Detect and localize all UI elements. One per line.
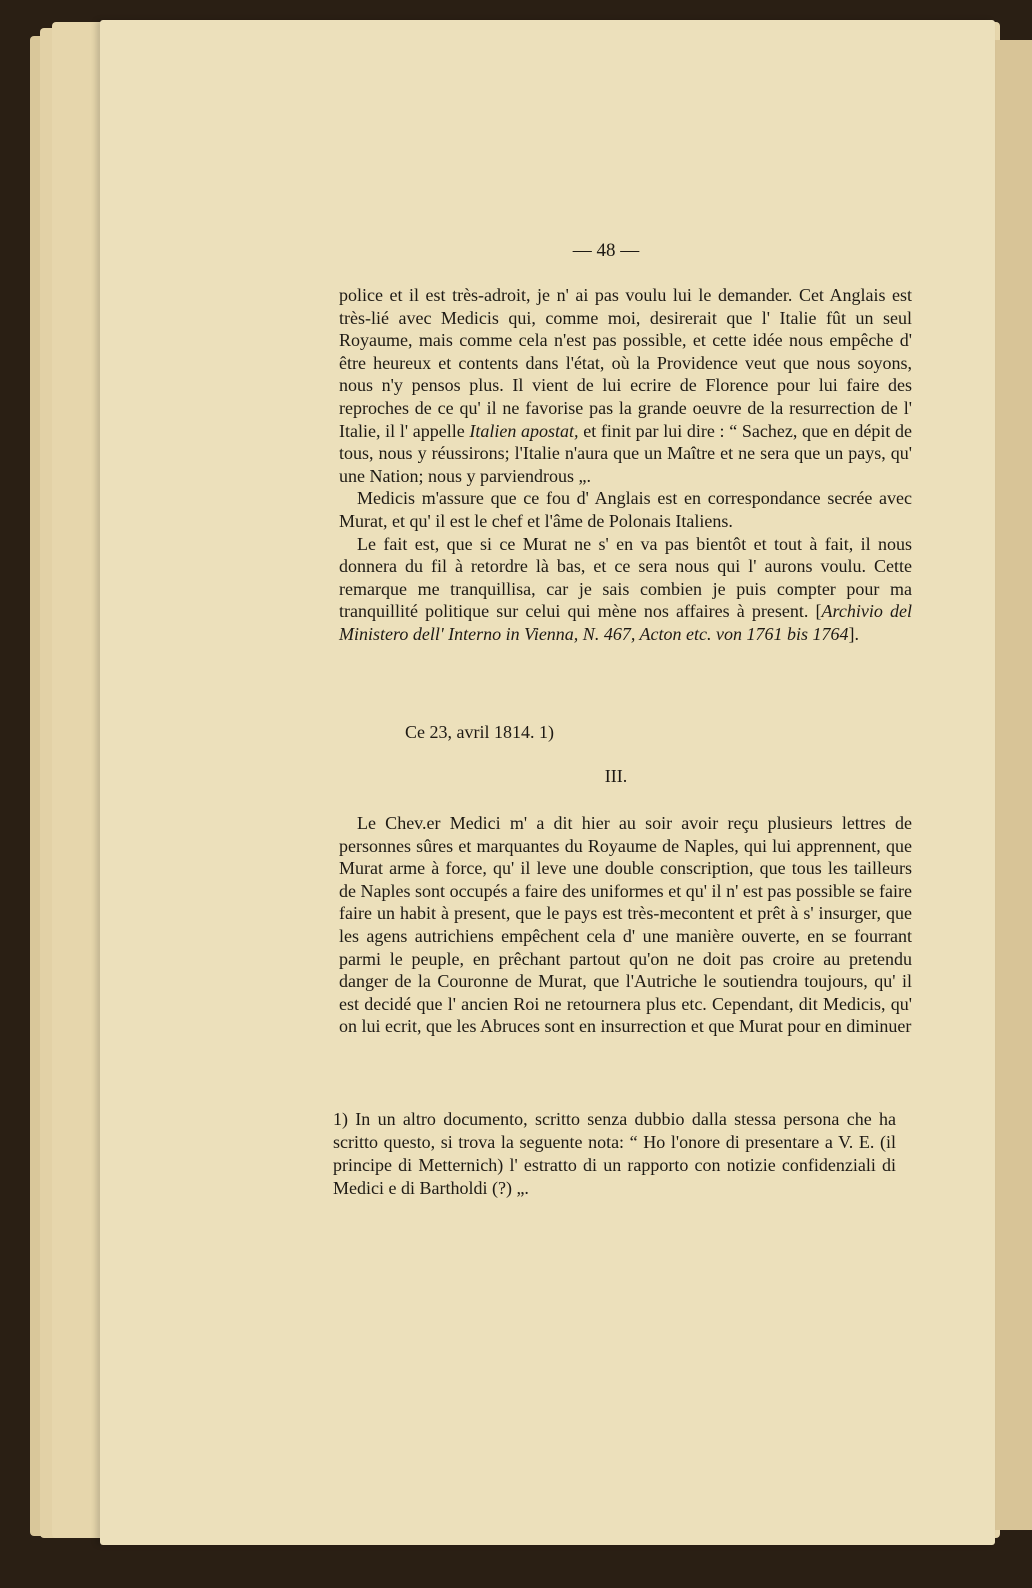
section-heading: III.	[604, 766, 628, 786]
body-text-lower	[339, 812, 912, 1038]
paragraph-3: Le fait est, que si ce Murat ne s' en va pas bientôt et tout à fait, il nous donnera du fil à retordre là bas, et ce sera nous qui l' aurons voulu. Cette remarque me tranquillisa, car je sais combien je puis compter pour ma tranquillité politique sur celui qui mène nos affaires à present. [Archivio del Ministero dell' Interno in Vienna, N. 467, Acton etc. von 1761 bis 1764].	[339, 533, 913, 644]
body-text-upper	[339, 284, 912, 646]
paragraph-2: Medicis m'assure que ce fou d' Anglais est en correspondance secrée avec Murat, et qu' il est le chef et l'âme de Polonais Italiens.	[339, 488, 912, 531]
footnote: 1) In un altro documento, scritto senza dubbio dalla stessa persona che ha scritto questo, si trova la seguente nota: “ Ho l'onore di presentare a V. E. (il principe di Metternich) l' estratto di un rapporto con notizie confidenziali di Medici e di Bartholdi (?) „.	[333, 1109, 896, 1198]
paragraph-4: Le Chev.er Medici m' a dit hier au soir avoir reçu plusieurs lettres de personnes sûres et marquantes du Royaume de Naples, qui lui apprennent, que Murat arme à force, qu' il leve une double conscription, que tous les tailleurs de Naples sont occupés a faire des uniformes et qu' il n' est pas possible se faire faire un habit à present, que le pays est très-mecontent et prêt à s' insurger, que les agens autrichiens empêchent cela d' une manière ouverte, en se fourrant parmi le peuple, en prêchant partout qu'on ne doit pas croire au pretendu danger de la Couronne de Murat, que l'Autriche le soutiendra toujours, qu' il est decidé que l' ancien Roi ne retournera plus etc. Cependant, dit Medicis, qu' on lui ecrit, que les Abruces sont en insurrection et que Murat pour en diminuer	[339, 813, 912, 1037]
page-number: — 48 —	[572, 240, 640, 261]
archive-citation: Archivio del Ministero dell' Interno in Vienna, N. 467, Acton etc. von 1761 bis 1764	[339, 601, 913, 644]
italic-phrase: Italien apostat,	[469, 420, 579, 441]
paragraph-1: police et il est très-adroit, je n' ai pas voulu lui le demander. Cet Anglais est très-lié avec Medicis qui, comme moi, desirerait que l' Italie fût un seul Royaume, mais comme cela n'est pas possible, et cette idée nous empêche d' être heureux et contents dans l'état, où la Providence veut que nous soyons, nous n'y pensos plus. Il vient de lui ecrire de Florence pour lui faire des reproches de ce qu' il ne favorise pas la grande oeuvre de la resurrection de l' Italie, il l' appelle Italien apostat, et finit par lui dire : “ Sachez, que en dépit de tous, nous y réussirons; l'Italie n'aura que un Maître et ne sera que un pays, qu' une Nation; nous y parviendrous „.	[339, 285, 912, 486]
dateline: Ce 23, avril 1814. 1)	[405, 722, 554, 742]
